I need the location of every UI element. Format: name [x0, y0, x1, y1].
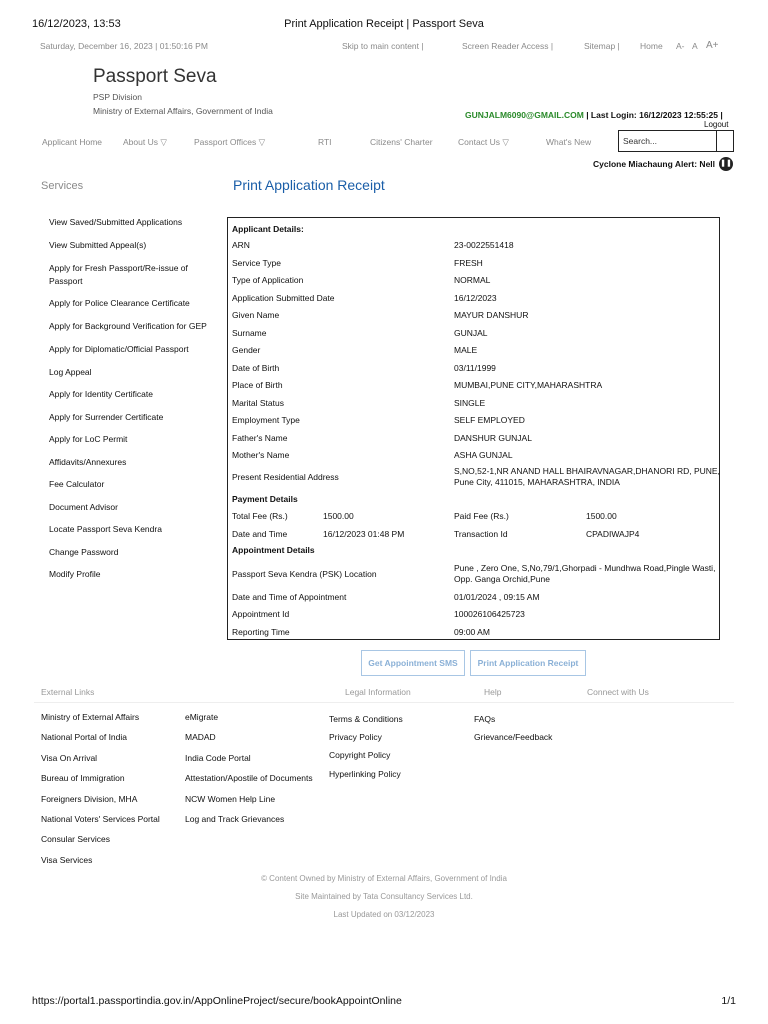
font-normal-button[interactable]: A: [692, 41, 698, 51]
row-value: 03/11/1999: [454, 363, 496, 373]
print-receipt-button[interactable]: Print Application Receipt: [470, 650, 586, 676]
row-value: 100026106425723: [454, 609, 525, 619]
services-heading: Services: [41, 180, 84, 192]
sidebar-item-gep[interactable]: Apply for Background Verification for GEP: [49, 321, 207, 331]
sidebar-item-change-password[interactable]: Change Password: [49, 547, 119, 557]
row-label: Date and Time of Appointment: [232, 592, 347, 602]
cyclone-alert[interactable]: Cyclone Miachaung Alert: Nell: [593, 159, 716, 169]
payment-heading: Payment Details: [232, 494, 298, 504]
last-login: | Last Login: 16/12/2023 12:55:25 |: [586, 110, 723, 120]
footer-link[interactable]: Bureau of Immigration: [41, 773, 125, 783]
print-doc-title: Print Application Receipt | Passport Seva: [284, 18, 484, 30]
maintained-text: Site Maintained by Tata Consultancy Services Ltd.: [295, 892, 473, 901]
row-label: Surname: [232, 328, 267, 338]
row-label: Place of Birth: [232, 380, 283, 390]
user-info: [465, 110, 723, 120]
row-label: ARN: [232, 240, 250, 250]
row-label: Father's Name: [232, 433, 288, 443]
footer-link[interactable]: Terms & Conditions: [329, 714, 403, 724]
paid-fee-label: Paid Fee (Rs.): [454, 511, 509, 521]
footer-link[interactable]: eMigrate: [185, 712, 219, 722]
paid-fee-value: 1500.00: [586, 511, 617, 521]
row-label: Present Residential Address: [232, 472, 339, 482]
site-title: Passport Seva: [93, 66, 217, 87]
page-title: Print Application Receipt: [233, 177, 385, 193]
last-updated-text: Last Updated on 03/12/2023: [333, 910, 435, 919]
screen-reader-link[interactable]: Screen Reader Access |: [462, 41, 554, 51]
row-value: 01/01/2024 , 09:15 AM: [454, 592, 540, 602]
payment-date-value: 16/12/2023 01:48 PM: [323, 529, 405, 539]
footer-headings: [34, 683, 734, 703]
row-label: Employment Type: [232, 415, 300, 425]
sidebar-item-document-advisor[interactable]: Document Advisor: [49, 502, 118, 512]
sitemap-link[interactable]: Sitemap |: [584, 41, 620, 51]
footer-link[interactable]: National Portal of India: [41, 732, 127, 742]
sidebar-item-view-saved[interactable]: View Saved/Submitted Applications: [49, 217, 183, 227]
row-value: MUMBAI,PUNE CITY,MAHARASHTRA: [454, 380, 603, 390]
footer-link[interactable]: Privacy Policy: [329, 732, 382, 742]
footer-link[interactable]: Consular Services: [41, 834, 110, 844]
footer-link[interactable]: Visa On Arrival: [41, 753, 98, 763]
row-value: SELF EMPLOYED: [454, 415, 525, 425]
print-footer: [32, 995, 736, 1007]
row-value: 16/12/2023: [454, 293, 497, 303]
sidebar-item-modify-profile[interactable]: Modify Profile: [49, 569, 101, 579]
top-utility-bar: [40, 41, 730, 53]
sidebar-item-diplomatic[interactable]: Apply for Diplomatic/Official Passport: [49, 344, 189, 354]
footer-link[interactable]: Ministry of External Affairs: [41, 712, 140, 722]
footer-link[interactable]: Log and Track Grievances: [185, 814, 285, 824]
footer-heading-connect: Connect with Us: [587, 687, 649, 697]
row-value: S,NO,52-1,NR ANAND HALL BHAIRAVNAGAR,DHANORI RD, PUNE, Pune City, 411015, MAHARASHTRA, INDIA: [454, 466, 720, 487]
pause-icon[interactable]: ❚❚: [719, 157, 733, 171]
applicant-heading: Applicant Details:: [232, 224, 304, 234]
footer-heading-help: Help: [484, 687, 502, 697]
receipt-details-panel: [227, 217, 720, 640]
row-value: Pune , Zero One, S,No,79/1,Ghorpadi - Mundhwa Road,Pingle Wasti, Opp. Ganga Orchid,Pune: [454, 563, 716, 584]
row-value: MALE: [454, 345, 478, 355]
appointment-heading: Appointment Details: [232, 545, 315, 555]
row-value: GUNJAL: [454, 328, 488, 338]
division-name: PSP Division: [93, 92, 142, 102]
footer-link[interactable]: Grievance/Feedback: [474, 732, 553, 742]
sidebar-item-locate-psk[interactable]: Locate Passport Seva Kendra: [49, 524, 162, 534]
row-value: NORMAL: [454, 275, 491, 285]
nav-about-us[interactable]: About Us ▽: [123, 137, 167, 147]
sidebar-item-surrender-cert[interactable]: Apply for Surrender Certificate: [49, 412, 164, 422]
footer-link[interactable]: National Voters' Services Portal: [41, 814, 160, 824]
nav-citizens-charter[interactable]: Citizens' Charter: [370, 137, 433, 147]
total-fee-value: 1500.00: [323, 511, 354, 521]
row-value: ASHA GUNJAL: [454, 450, 513, 460]
print-timestamp: 16/12/2023, 13:53: [32, 18, 121, 30]
row-label: Service Type: [232, 258, 281, 268]
footer-link[interactable]: MADAD: [185, 732, 216, 742]
sidebar-item-log-appeal[interactable]: Log Appeal: [49, 367, 92, 377]
row-label: Given Name: [232, 310, 280, 320]
row-value: 23-0022551418: [454, 240, 514, 250]
print-page-number: 1/1: [721, 995, 736, 1007]
sidebar-item-identity-cert[interactable]: Apply for Identity Certificate: [49, 389, 153, 399]
print-url: https://portal1.passportindia.gov.in/AppOnlineProject/secure/bookAppointOnline: [32, 995, 402, 1007]
print-header: [32, 18, 736, 32]
row-label: Date of Birth: [232, 363, 280, 373]
sidebar-item-pcc[interactable]: Apply for Police Clearance Certificate: [49, 298, 190, 308]
row-value: SINGLE: [454, 398, 486, 408]
search-button[interactable]: [716, 130, 734, 152]
sidebar-item-view-appeals[interactable]: View Submitted Appeal(s): [49, 240, 147, 250]
footer-heading-external: External Links: [41, 687, 95, 697]
row-value: DANSHUR GUNJAL: [454, 433, 532, 443]
row-label: Marital Status: [232, 398, 284, 408]
font-increase-button[interactable]: A+: [706, 40, 719, 51]
font-decrease-button[interactable]: A-: [676, 41, 685, 51]
footer-link[interactable]: Attestation/Apostile of Documents: [185, 773, 313, 783]
row-label: Reporting Time: [232, 627, 290, 637]
sidebar-item-fee-calculator[interactable]: Fee Calculator: [49, 479, 105, 489]
sidebar-item-affidavits[interactable]: Affidavits/Annexures: [49, 457, 127, 467]
nav-passport-offices[interactable]: Passport Offices ▽: [194, 137, 266, 147]
skip-link[interactable]: Skip to main content |: [342, 41, 424, 51]
transaction-id-label: Transaction Id: [454, 529, 508, 539]
footer-link[interactable]: Foreigners Division, MHA: [41, 794, 138, 804]
row-label: Mother's Name: [232, 450, 290, 460]
nav-applicant-home[interactable]: Applicant Home: [42, 137, 103, 147]
footer-link[interactable]: India Code Portal: [185, 753, 251, 763]
user-email: GUNJALM6090@GMAIL.COM: [465, 110, 584, 120]
logout-link[interactable]: Logout: [704, 120, 729, 129]
nav-contact-us[interactable]: Contact Us ▽: [458, 137, 509, 147]
current-date: Saturday, December 16, 2023 | 01:50:16 PM: [40, 41, 208, 51]
row-label: Appointment Id: [232, 609, 290, 619]
footer-link[interactable]: NCW Women Help Line: [185, 794, 276, 804]
row-label: Gender: [232, 345, 261, 355]
row-label: Type of Application: [232, 275, 304, 285]
row-value: MAYUR DANSHUR: [454, 310, 529, 320]
row-value: FRESH: [454, 258, 483, 268]
nav-whats-new[interactable]: What's New: [546, 137, 592, 147]
footer-link[interactable]: Hyperlinking Policy: [329, 769, 401, 779]
footer-link[interactable]: Copyright Policy: [329, 750, 391, 760]
nav-rti[interactable]: RTI: [318, 137, 332, 147]
sidebar-item-loc-permit[interactable]: Apply for LoC Permit: [49, 434, 128, 444]
search-input[interactable]: Search...: [618, 130, 717, 152]
copyright-text: © Content Owned by Ministry of External Affairs, Government of India: [261, 874, 507, 883]
payment-date-label: Date and Time: [232, 529, 288, 539]
row-label: Passport Seva Kendra (PSK) Location: [232, 569, 377, 579]
sidebar-item-fresh-passport[interactable]: Apply for Fresh Passport/Re-issue of Passport: [49, 263, 188, 286]
footer-heading-legal: Legal Information: [345, 687, 411, 697]
total-fee-label: Total Fee (Rs.): [232, 511, 288, 521]
row-label: Application Submitted Date: [232, 293, 335, 303]
get-appointment-sms-button[interactable]: Get Appointment SMS: [361, 650, 465, 676]
ministry-name: Ministry of External Affairs, Government of India: [93, 106, 273, 116]
home-link[interactable]: Home: [640, 41, 663, 51]
transaction-id-value: CPADIWAJP4: [586, 529, 640, 539]
footer-link[interactable]: FAQs: [474, 714, 496, 724]
row-value: 09:00 AM: [454, 627, 490, 637]
footer-link[interactable]: Visa Services: [41, 855, 93, 865]
